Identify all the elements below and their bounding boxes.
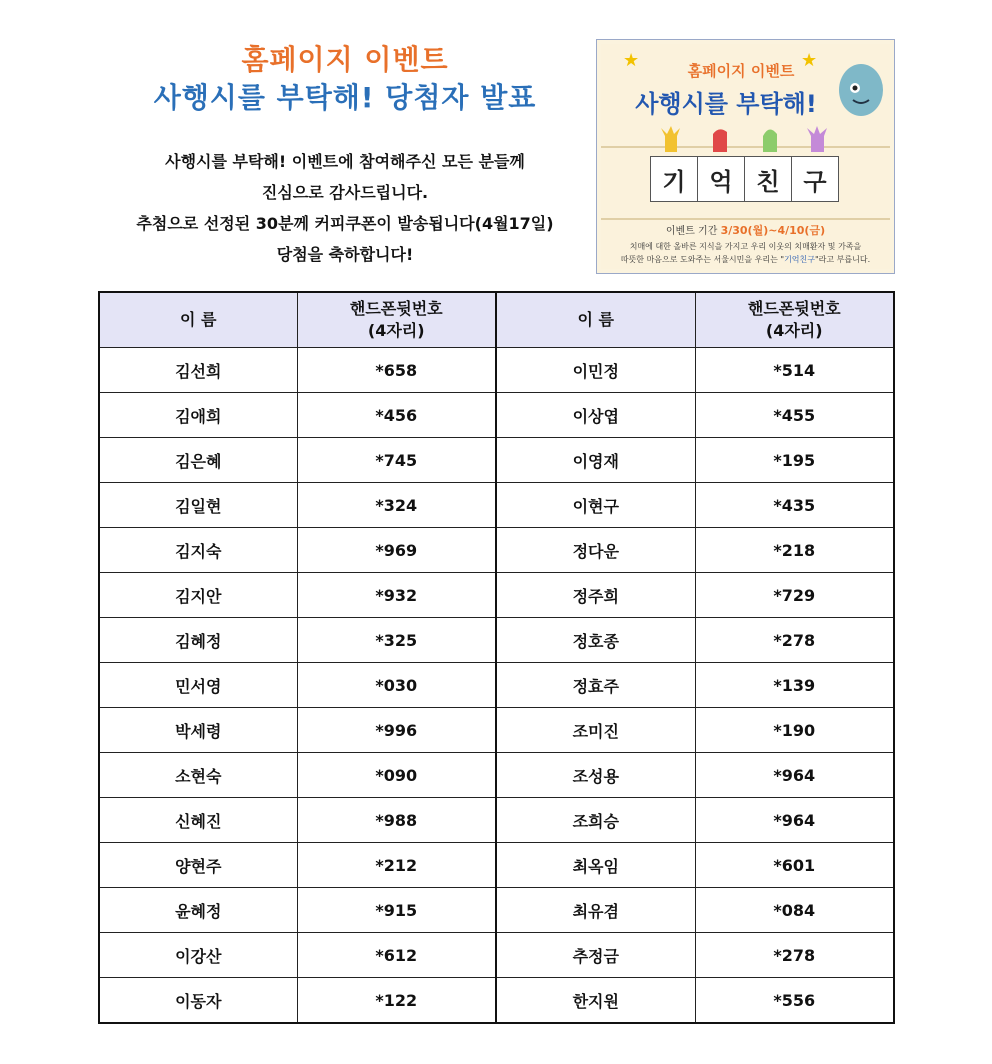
phone-digits: *325 bbox=[297, 618, 496, 663]
winner-name: 소현숙 bbox=[99, 753, 297, 798]
header-name: 이 름 bbox=[496, 292, 695, 348]
phone-digits: *030 bbox=[297, 663, 496, 708]
table-row bbox=[99, 438, 894, 483]
poster-desc-text: "라고 부릅니다. bbox=[815, 255, 871, 264]
winner-name: 김지안 bbox=[99, 573, 297, 618]
poster-letter-1: 기 bbox=[650, 156, 698, 202]
intro-text bbox=[80, 146, 610, 270]
winners-table bbox=[98, 291, 895, 1024]
phone-digits: *324 bbox=[297, 483, 496, 528]
table-row bbox=[99, 843, 894, 888]
phone-digits: *969 bbox=[297, 528, 496, 573]
poster-desc-text: 따뜻한 마음으로 도와주는 서울시민을 우리는 " bbox=[620, 255, 785, 264]
mascot-icon bbox=[833, 54, 889, 120]
table-row bbox=[99, 933, 894, 978]
winner-name: 이영재 bbox=[496, 438, 695, 483]
phone-digits: *084 bbox=[695, 888, 894, 933]
phone-digits: *964 bbox=[695, 753, 894, 798]
table-row bbox=[99, 798, 894, 843]
phone-digits: *455 bbox=[695, 393, 894, 438]
intro-line-3: 추첨으로 선정된 30분께 커피쿠폰이 발송됩니다(4월17일) bbox=[136, 214, 554, 233]
winner-name: 김지숙 bbox=[99, 528, 297, 573]
table-row bbox=[99, 978, 894, 1024]
poster-desc-highlight: 기억친구 bbox=[784, 255, 815, 264]
intro-line-4: 당첨을 축하합니다! bbox=[276, 245, 414, 264]
winner-name: 최유겸 bbox=[496, 888, 695, 933]
phone-digits: *729 bbox=[695, 573, 894, 618]
table-row bbox=[99, 753, 894, 798]
winner-name: 추정금 bbox=[496, 933, 695, 978]
winner-name: 정효주 bbox=[496, 663, 695, 708]
header-name: 이 름 bbox=[99, 292, 297, 348]
phone-digits: *122 bbox=[297, 978, 496, 1024]
winner-name: 이현구 bbox=[496, 483, 695, 528]
header-phone bbox=[695, 292, 894, 348]
winners-table-body bbox=[99, 348, 894, 1024]
title-line-2: 사행시를 부탁해! 당첨자 발표 bbox=[153, 81, 537, 114]
character-icons bbox=[657, 124, 837, 154]
poster-description bbox=[605, 240, 886, 266]
winner-name: 조성용 bbox=[496, 753, 695, 798]
phone-digits: *658 bbox=[297, 348, 496, 393]
winner-name: 김은혜 bbox=[99, 438, 297, 483]
period-value: 3/30(월)~4/10(금) bbox=[720, 224, 826, 237]
table-row bbox=[99, 528, 894, 573]
winner-name: 양현주 bbox=[99, 843, 297, 888]
star-icon: ★ bbox=[801, 50, 818, 71]
phone-digits: *612 bbox=[297, 933, 496, 978]
phone-digits: *139 bbox=[695, 663, 894, 708]
winner-name: 최옥임 bbox=[496, 843, 695, 888]
winner-name: 김일현 bbox=[99, 483, 297, 528]
phone-digits: *195 bbox=[695, 438, 894, 483]
phone-digits: *090 bbox=[297, 753, 496, 798]
header-phone-line-1: 핸드폰뒷번호 bbox=[349, 299, 443, 318]
phone-digits: *932 bbox=[297, 573, 496, 618]
star-icon: ★ bbox=[623, 50, 640, 71]
phone-digits: *218 bbox=[695, 528, 894, 573]
phone-digits: *915 bbox=[297, 888, 496, 933]
phone-digits: *964 bbox=[695, 798, 894, 843]
title-line-1: 홈페이지 이벤트 bbox=[241, 43, 449, 76]
poster-title-2: 사행시를 부탁해! bbox=[635, 90, 817, 118]
header-phone-line-2: (4자리) bbox=[367, 321, 425, 340]
table-row bbox=[99, 573, 894, 618]
table-row bbox=[99, 483, 894, 528]
phone-digits: *278 bbox=[695, 933, 894, 978]
winner-name: 이강산 bbox=[99, 933, 297, 978]
winner-name: 이민정 bbox=[496, 348, 695, 393]
period-label: 이벤트 기간 bbox=[665, 226, 718, 237]
winner-name: 윤혜정 bbox=[99, 888, 297, 933]
announcement-title bbox=[80, 42, 610, 118]
phone-digits: *556 bbox=[695, 978, 894, 1024]
poster-letter-boxes bbox=[651, 156, 839, 204]
winner-name: 민서영 bbox=[99, 663, 297, 708]
poster-letter-2: 억 bbox=[697, 156, 745, 202]
winner-name: 정주희 bbox=[496, 573, 695, 618]
phone-digits: *212 bbox=[297, 843, 496, 888]
table-header-row bbox=[99, 292, 894, 348]
phone-digits: *601 bbox=[695, 843, 894, 888]
table-row bbox=[99, 663, 894, 708]
winner-name: 김혜정 bbox=[99, 618, 297, 663]
table-row bbox=[99, 348, 894, 393]
intro-line-1: 사행시를 부탁해! 이벤트에 참여해주신 모든 분들께 bbox=[165, 152, 525, 171]
winner-name: 박세령 bbox=[99, 708, 297, 753]
phone-digits: *514 bbox=[695, 348, 894, 393]
winner-name: 이동자 bbox=[99, 978, 297, 1024]
winner-name: 조미진 bbox=[496, 708, 695, 753]
table-row bbox=[99, 618, 894, 663]
event-poster bbox=[596, 39, 895, 274]
phone-digits: *435 bbox=[695, 483, 894, 528]
poster-desc-line-2 bbox=[605, 253, 886, 266]
table-row bbox=[99, 888, 894, 933]
winner-name: 정호종 bbox=[496, 618, 695, 663]
header-phone-line-2: (4자리) bbox=[765, 321, 823, 340]
poster-title-1: 홈페이지 이벤트 bbox=[687, 62, 795, 80]
winner-name: 조희승 bbox=[496, 798, 695, 843]
poster-period bbox=[601, 222, 890, 238]
header-phone bbox=[297, 292, 496, 348]
winner-name: 신혜진 bbox=[99, 798, 297, 843]
winner-name: 김선희 bbox=[99, 348, 297, 393]
table-row bbox=[99, 393, 894, 438]
table-row bbox=[99, 708, 894, 753]
phone-digits: *456 bbox=[297, 393, 496, 438]
poster-letter-4: 구 bbox=[791, 156, 839, 202]
phone-digits: *988 bbox=[297, 798, 496, 843]
phone-digits: *996 bbox=[297, 708, 496, 753]
phone-digits: *745 bbox=[297, 438, 496, 483]
winner-name: 정다운 bbox=[496, 528, 695, 573]
poster-desc-line-1: 치매에 대한 올바른 지식을 가지고 우리 이웃의 치매환자 및 가족을 bbox=[629, 242, 862, 251]
phone-digits: *278 bbox=[695, 618, 894, 663]
poster-letter-3: 친 bbox=[744, 156, 792, 202]
winner-name: 김애희 bbox=[99, 393, 297, 438]
intro-line-2: 진심으로 감사드립니다. bbox=[261, 183, 429, 202]
winner-name: 이상엽 bbox=[496, 393, 695, 438]
winner-name: 한지원 bbox=[496, 978, 695, 1024]
phone-digits: *190 bbox=[695, 708, 894, 753]
header-phone-line-1: 핸드폰뒷번호 bbox=[747, 299, 841, 318]
